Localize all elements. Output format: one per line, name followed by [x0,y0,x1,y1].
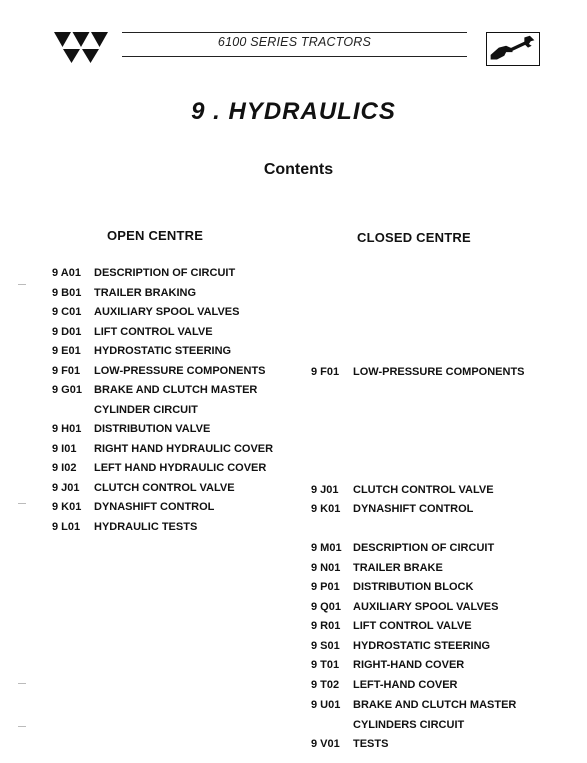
toc-label: DYNASHIFT CONTROL [94,501,215,513]
toc-code: 9 S01 [311,640,340,652]
scan-mark [18,683,26,684]
toc-label: LEFT-HAND COVER [353,679,458,691]
header-rule-top [122,32,467,33]
scan-mark [18,503,26,504]
toc-code: 9 K01 [52,501,82,513]
workshop-badge [486,32,540,66]
toc-label: LEFT HAND HYDRAULIC COVER [94,462,267,474]
closed-centre-heading: CLOSED CENTRE [357,230,471,245]
toc-label-continued: CYLINDERS CIRCUIT [353,718,465,731]
toc-code: 9 J01 [52,482,80,494]
toc-code: 9 H01 [52,423,82,435]
toc-label: BRAKE AND CLUTCH MASTER [353,699,517,711]
toc-code: 9 D01 [52,326,82,338]
toc-label: LOW-PRESSURE COMPONENTS [94,365,266,377]
toc-code: 9 E01 [52,345,81,357]
toc-label: HYDRAULIC TESTS [94,521,198,533]
toc-code: 9 C01 [52,306,82,318]
toc-label: LIFT CONTROL VALVE [353,620,472,632]
toc-code: 9 V01 [311,738,340,750]
toc-code: 9 R01 [311,620,341,632]
toc-label: LIFT CONTROL VALVE [94,326,213,338]
toc-label: HYDROSTATIC STEERING [94,345,232,357]
chapter-title: 9 . HYDRAULICS [191,98,396,125]
hand-wrench-icon [487,33,538,64]
toc-code: 9 M01 [311,542,342,554]
toc-code: 9 K01 [311,503,341,515]
toc-code: 9 N01 [311,562,341,574]
contents-title: Contents [263,161,334,178]
toc-label: TRAILER BRAKE [353,562,443,574]
toc-code: 9 T01 [311,659,340,671]
toc-label: DYNASHIFT CONTROL [353,503,474,515]
toc-label: CLUTCH CONTROL VALVE [353,484,494,496]
toc-code: 9 I02 [52,462,77,474]
toc-code: 9 A01 [52,267,81,279]
toc-label: HYDROSTATIC STEERING [353,640,491,652]
toc-label: BRAKE AND CLUTCH MASTER [94,384,258,396]
toc-code: 9 Q01 [311,601,341,613]
toc-code: 9 G01 [52,384,82,396]
toc-label: AUXILIARY SPOOL VALVES [94,306,240,318]
toc-label-continued: CYLINDER CIRCUIT [94,403,198,416]
header-title: 6100 SERIES TRACTORS [217,35,372,49]
toc-label: RIGHT-HAND COVER [353,659,465,671]
toc-label: TRAILER BRAKING [94,287,197,299]
toc-label: DESCRIPTION OF CIRCUIT [94,267,236,279]
open-centre-heading: OPEN CENTRE [107,228,204,243]
toc-code: 9 I01 [52,443,77,455]
toc-code: 9 L01 [52,521,81,533]
toc-label: DISTRIBUTION VALVE [94,423,211,435]
toc-code: 9 P01 [311,581,340,593]
scan-mark [18,284,26,285]
toc-code: 9 F01 [311,366,340,378]
toc-label: DESCRIPTION OF CIRCUIT [353,542,495,554]
toc-code: 9 T02 [311,679,340,691]
toc-label: DISTRIBUTION BLOCK [353,581,474,593]
toc-code: 9 U01 [311,699,341,711]
toc-code: 9 J01 [311,484,339,496]
toc-label: CLUTCH CONTROL VALVE [94,482,235,494]
header-rule-bottom [122,56,467,57]
triple-triangle-logo-icon [52,30,110,64]
toc-label: RIGHT HAND HYDRAULIC COVER [94,443,274,455]
toc-label: TESTS [353,738,389,750]
scan-mark [18,726,26,727]
toc-code: 9 F01 [52,365,81,377]
toc-code: 9 B01 [52,287,82,299]
toc-label: LOW-PRESSURE COMPONENTS [353,366,525,378]
toc-label: AUXILIARY SPOOL VALVES [353,601,499,613]
